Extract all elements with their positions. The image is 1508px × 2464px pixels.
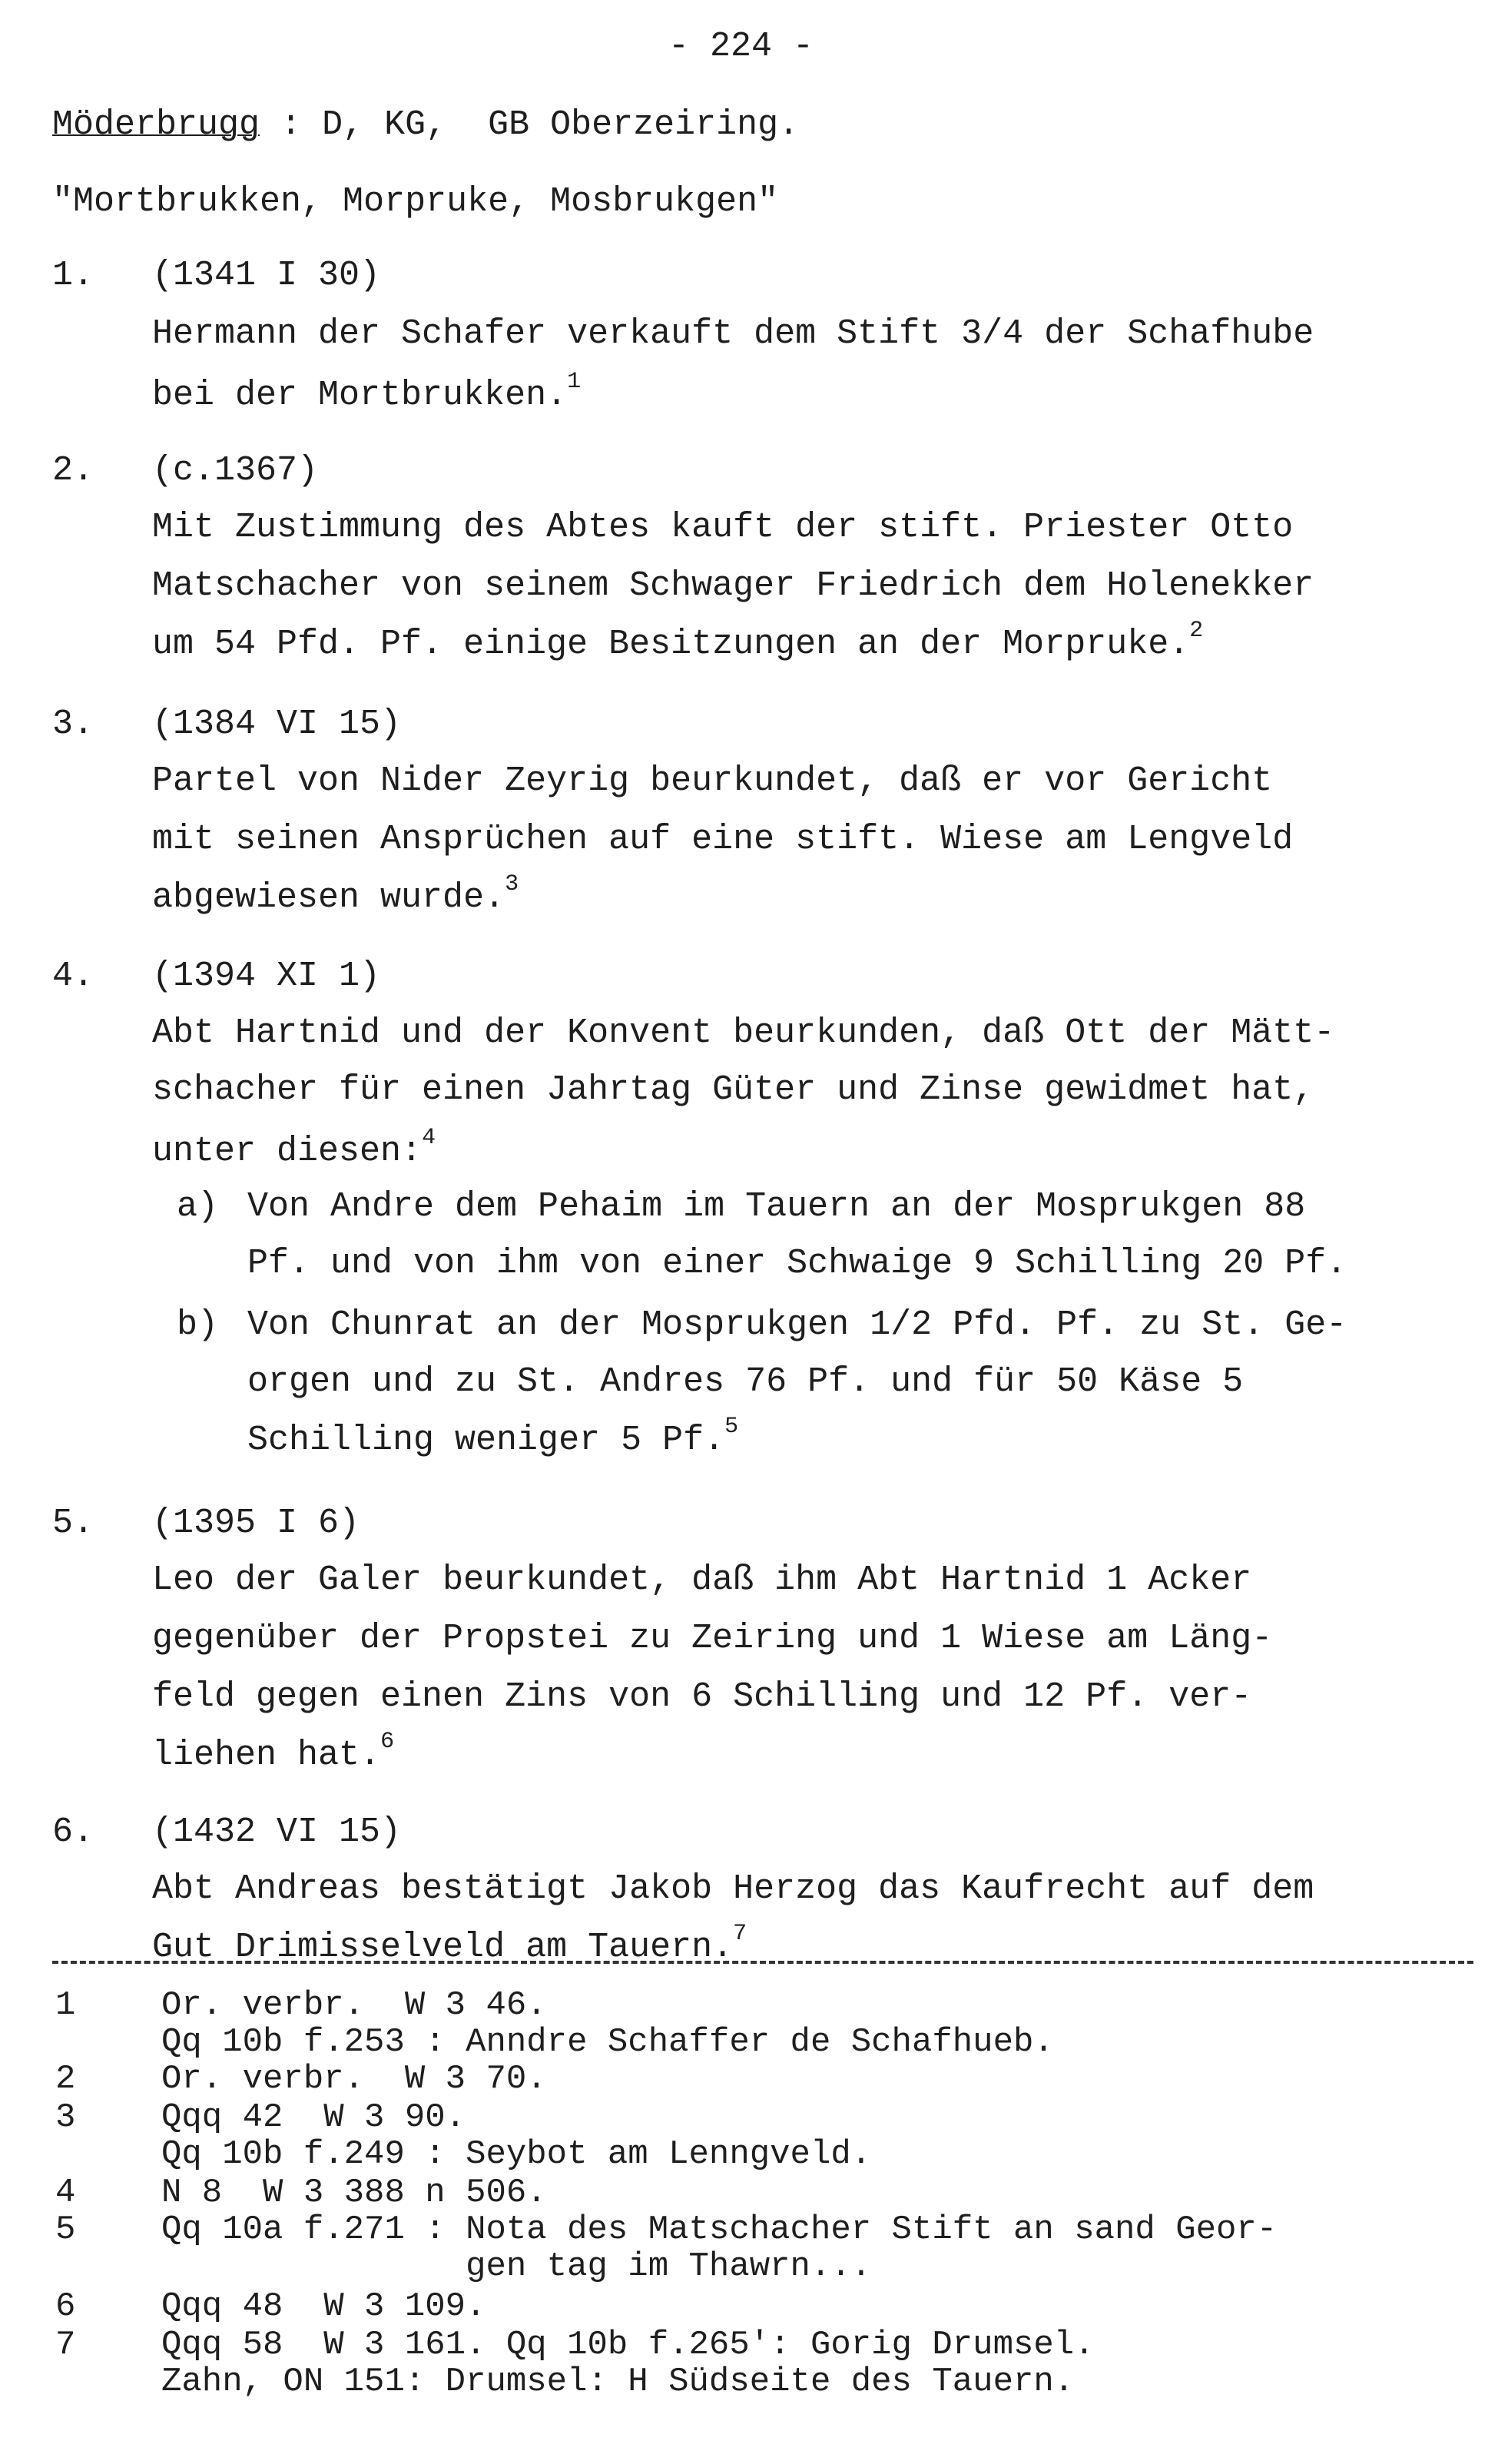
footnote-line: Zahn, ON 151: Drumsel: H Südseite des Tauern. <box>161 2363 1075 2401</box>
entry-line: Mit Zustimmung des Abtes kauft der stift. Priester Otto <box>152 508 1294 547</box>
footnote-ref: 4 <box>422 1125 436 1151</box>
entry-line: Leo der Galer beurkundet, daß ihm Abt Hartnid 1 Acker <box>152 1560 1252 1600</box>
name-variants: "Mortbrukken, Morpruke, Mosbrukgen" <box>52 182 779 221</box>
subitem-line: Schilling weniger 5 Pf.$^5$ <box>247 1414 739 1460</box>
footnote-ref: 3 <box>505 871 519 897</box>
entry-number: 2. <box>52 451 94 490</box>
subitem-label: a) <box>177 1187 219 1226</box>
footnote-ref: 6 <box>380 1729 395 1755</box>
footnote-number: 2 <box>55 2060 76 2098</box>
footnote-ref: 7 <box>733 1921 747 1947</box>
footnote-line: Qq 10b f.249 : Seybot am Lenngveld. <box>161 2135 872 2174</box>
footnote-divider <box>52 1961 1473 1964</box>
footnote-number: 3 <box>55 2098 76 2137</box>
footnote-number: 7 <box>55 2326 76 2364</box>
entry-line: schacher für einen Jahrtag Güter und Zinse gewidmet hat, <box>152 1070 1314 1109</box>
entry-line: Gut Drimisselveld am Tauern.$^7$ <box>152 1921 747 1967</box>
entry-number: 6. <box>52 1812 94 1852</box>
subitem-label: b) <box>177 1305 219 1345</box>
footnote-number: 6 <box>55 2287 76 2326</box>
footnote-line: Qq 10b f.253 : Anndre Schaffer de Schafhueb. <box>161 2023 1054 2061</box>
entry-line: Hermann der Schafer verkauft dem Stift 3/4 der Schafhube <box>152 314 1314 353</box>
entry-line: feld gegen einen Zins von 6 Schilling und 12 Pf. ver- <box>152 1677 1252 1716</box>
subitem-line: Pf. und von ihm von einer Schwaige 9 Schilling 20 Pf. <box>247 1244 1347 1283</box>
footnote-line: Or. verbr. W 3 70. <box>161 2060 547 2098</box>
footnote-line: Qqq 58 W 3 161. Qq 10b f.265': Gorig Drumsel. <box>161 2326 1095 2364</box>
footnote-ref: 5 <box>724 1414 739 1440</box>
footnote-line: Qq 10a f.271 : Nota des Matschacher Stift an sand Geor- <box>161 2210 1278 2249</box>
entry-number: 3. <box>52 705 94 744</box>
entry-date: (1395 I 6) <box>152 1504 360 1543</box>
footnote-line: N 8 W 3 388 n 506. <box>161 2174 547 2212</box>
entry-date: (1341 I 30) <box>152 256 381 295</box>
footnote-number: 4 <box>55 2174 76 2212</box>
place-info: : D, KG, GB Oberzeiring. <box>280 105 800 144</box>
entry-line: liehen hat.$^6$ <box>152 1729 395 1775</box>
footnote-line: Or. verbr. W 3 46. <box>161 1986 547 2025</box>
entry-date: (1394 XI 1) <box>152 957 381 996</box>
subitem-line: Von Chunrat an der Mosprukgen 1/2 Pfd. Pf. zu St. Ge- <box>247 1305 1347 1345</box>
entry-date: (1384 VI 15) <box>152 705 402 744</box>
subitem-line: Von Andre dem Pehaim im Tauern an der Mosprukgen 88 <box>247 1187 1306 1226</box>
place-name: Möderbrugg <box>52 105 260 144</box>
footnote-ref: 2 <box>1189 618 1204 644</box>
entry-date: (c.1367) <box>152 451 319 490</box>
entry-line: abgewiesen wurde.$^3$ <box>152 871 519 917</box>
entry-line: um 54 Pfd. Pf. einige Besitzungen an der Morpruke.$^2$ <box>152 618 1204 664</box>
entry-line: gegenüber der Propstei zu Zeiring und 1 Wiese am Läng- <box>152 1619 1273 1658</box>
footnote-line: gen tag im Thawrn... <box>161 2247 872 2286</box>
entry-line: Abt Andreas bestätigt Jakob Herzog das Kaufrecht auf dem <box>152 1869 1314 1909</box>
entry-line: Partel von Nider Zeyrig beurkundet, daß er vor Gericht <box>152 761 1273 801</box>
subitem-line: orgen und zu St. Andres 76 Pf. und für 50 Käse 5 <box>247 1362 1244 1401</box>
entry-number: 4. <box>52 957 94 996</box>
place-heading <box>52 105 800 144</box>
footnote-line: Qqq 42 W 3 90. <box>161 2098 466 2137</box>
entry-date: (1432 VI 15) <box>152 1812 402 1852</box>
page-number: - 224 - <box>668 27 814 66</box>
footnote-number: 5 <box>55 2210 76 2249</box>
footnote-number: 1 <box>55 1986 76 2025</box>
entry-number: 1. <box>52 256 94 295</box>
entry-line: mit seinen Ansprüchen auf eine stift. Wiese am Lengveld <box>152 820 1294 859</box>
entry-line: unter diesen:$^4$ <box>152 1125 436 1171</box>
entry-line: bei der Mortbrukken.$^1$ <box>152 369 582 415</box>
footnote-ref: 1 <box>567 369 582 395</box>
entry-line: Abt Hartnid und der Konvent beurkunden, daß Ott der Mätt- <box>152 1013 1335 1053</box>
footnote-line: Qqq 48 W 3 109. <box>161 2287 486 2326</box>
entry-number: 5. <box>52 1504 94 1543</box>
entry-line: Matschacher von seinem Schwager Friedrich dem Holenekker <box>152 566 1314 605</box>
